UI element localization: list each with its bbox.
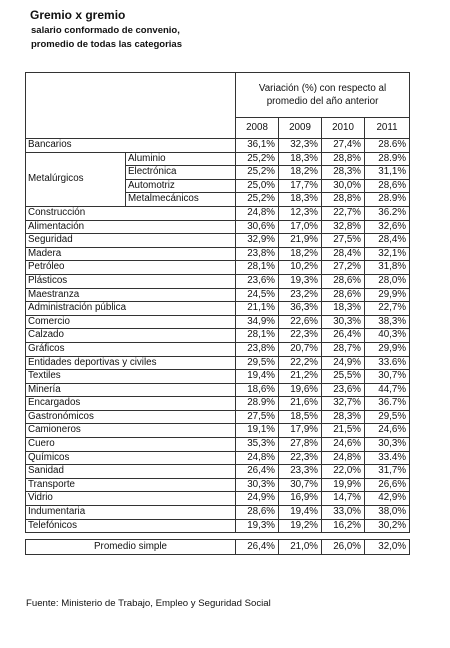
value-cell: 30,2% [365,519,410,533]
value-cell: 19,4% [236,370,279,384]
table-row [26,506,410,520]
value-cell: 32,1% [365,247,410,261]
value-cell: 22,0% [322,465,365,479]
gremio-label: Indumentaria [26,506,236,520]
value-cell: 21,2% [279,370,322,384]
gremio-label: Comercio [26,315,236,329]
value-cell: 25,2% [236,193,279,207]
gremio-label: Maestranza [26,288,236,302]
value-cell: 28,6% [322,288,365,302]
value-cell: 24,8% [236,451,279,465]
value-cell: 28,1% [236,329,279,343]
table-row [26,438,410,452]
value-cell: 31,7% [365,465,410,479]
gremio-label: Petróleo [26,261,236,275]
table-row [26,274,410,288]
value-cell: 32,9% [236,234,279,248]
value-cell: 26,4% [322,329,365,343]
variation-header: Variación (%) con respecto al promedio del año anterior [236,73,410,118]
table-row [26,220,410,234]
value-cell: 21,5% [322,424,365,438]
value-cell: 35,3% [236,438,279,452]
value-cell: 19,3% [279,274,322,288]
value-cell: 40,3% [365,329,410,343]
header-empty-cell [26,73,236,139]
gremio-label: Minería [26,383,236,397]
gremio-label: Seguridad [26,234,236,248]
table-row [26,451,410,465]
table-row [26,288,410,302]
gremio-label: Metalúrgicos [26,152,126,206]
table-row [26,329,410,343]
average-value: 21,0% [279,540,322,555]
table-row [26,478,410,492]
value-cell: 20,7% [279,342,322,356]
table-row [26,234,410,248]
value-cell: 24,6% [365,424,410,438]
value-cell: 23,6% [322,383,365,397]
value-cell: 32,7% [322,397,365,411]
table-row [26,492,410,506]
table-row [26,356,410,370]
value-cell: 27,5% [322,234,365,248]
value-cell: 28.9% [236,397,279,411]
value-cell: 18,3% [322,302,365,316]
value-cell: 30,3% [322,315,365,329]
value-cell: 19,6% [279,383,322,397]
gremio-label: Administración pública [26,302,236,316]
value-cell: 23,6% [236,274,279,288]
value-cell: 28.9% [365,193,410,207]
value-cell: 24,8% [322,451,365,465]
average-value: 26,4% [236,540,279,555]
value-cell: 42,9% [365,492,410,506]
value-cell: 29,9% [365,342,410,356]
value-cell: 34,9% [236,315,279,329]
source-note: Fuente: Ministerio de Trabajo, Empleo y Seguridad Social [26,598,271,609]
value-cell: 25,0% [236,179,279,193]
table-row [26,315,410,329]
gremio-label: Vidrio [26,492,236,506]
table-row [26,139,410,153]
value-cell: 19,1% [236,424,279,438]
value-cell: 25,2% [236,166,279,180]
value-cell: 24,5% [236,288,279,302]
value-cell: 18,6% [236,383,279,397]
value-cell: 28,8% [322,193,365,207]
value-cell: 29,5% [236,356,279,370]
value-cell: 27,5% [236,410,279,424]
value-cell: 22,6% [279,315,322,329]
value-cell: 19,9% [322,478,365,492]
value-cell: 30,7% [279,478,322,492]
value-cell: 38,0% [365,506,410,520]
value-cell: 27,4% [322,139,365,153]
value-cell: 36,3% [279,302,322,316]
gremio-label: Entidades deportivas y civiles [26,356,236,370]
gremio-label: Transporte [26,478,236,492]
value-cell: 29,5% [365,410,410,424]
value-cell: 14,7% [322,492,365,506]
value-cell: 30,0% [322,179,365,193]
value-cell: 29,9% [365,288,410,302]
value-cell: 36.2% [365,206,410,220]
value-cell: 31,1% [365,166,410,180]
value-cell: 44,7% [365,383,410,397]
value-cell: 10,2% [279,261,322,275]
value-cell: 22,2% [279,356,322,370]
value-cell: 26,4% [236,465,279,479]
value-cell: 33,0% [322,506,365,520]
table-row [26,206,410,220]
value-cell: 30,3% [365,438,410,452]
value-cell: 24,9% [236,492,279,506]
table-row [26,302,410,316]
year-header: 2011 [365,118,410,139]
value-cell: 28,6% [365,179,410,193]
value-cell: 27,8% [279,438,322,452]
value-cell: 22,7% [322,206,365,220]
value-cell: 24,8% [236,206,279,220]
value-cell: 21,6% [279,397,322,411]
table-row [26,397,410,411]
table-row [26,424,410,438]
gremio-label: Telefónicos [26,519,236,533]
gremio-label: Bancarios [26,139,236,153]
value-cell: 16,2% [322,519,365,533]
value-cell: 18,3% [279,152,322,166]
value-cell: 28,4% [322,247,365,261]
sector-label: Metalmecánicos [126,193,236,207]
value-cell: 28,6% [322,274,365,288]
value-cell: 30,3% [236,478,279,492]
value-cell: 21,9% [279,234,322,248]
value-cell: 25,2% [236,152,279,166]
average-label: Promedio simple [26,540,236,555]
value-cell: 32,6% [365,220,410,234]
value-cell: 22,7% [365,302,410,316]
value-cell: 38,3% [365,315,410,329]
value-cell: 16,9% [279,492,322,506]
table-spacer [26,533,410,540]
value-cell: 32,3% [279,139,322,153]
value-cell: 28,1% [236,261,279,275]
value-cell: 28.6% [365,139,410,153]
value-cell: 27,2% [322,261,365,275]
value-cell: 18,2% [279,247,322,261]
value-cell: 31,8% [365,261,410,275]
gremio-label: Alimentación [26,220,236,234]
gremio-label: Textiles [26,370,236,384]
value-cell: 30,6% [236,220,279,234]
value-cell: 18,5% [279,410,322,424]
table-row [26,247,410,261]
average-row [26,540,410,555]
value-cell: 23,8% [236,247,279,261]
table-row [26,410,410,424]
year-header: 2009 [279,118,322,139]
value-cell: 21,1% [236,302,279,316]
gremio-label: Gráficos [26,342,236,356]
value-cell: 12,3% [279,206,322,220]
value-cell: 23,8% [236,342,279,356]
gremio-label: Madera [26,247,236,261]
subtitle-line-2: promedio de todas las categorias [31,39,182,50]
gremio-label: Químicos [26,451,236,465]
gremio-label: Plásticos [26,274,236,288]
sector-label: Electrónica [126,166,236,180]
year-header: 2010 [322,118,365,139]
value-cell: 25,5% [322,370,365,384]
value-cell: 28,0% [365,274,410,288]
value-cell: 17,0% [279,220,322,234]
value-cell: 19,4% [279,506,322,520]
value-cell: 30,7% [365,370,410,384]
gremio-label: Sanidad [26,465,236,479]
value-cell: 24,9% [322,356,365,370]
value-cell: 18,2% [279,166,322,180]
sector-label: Automotriz [126,179,236,193]
value-cell: 36.7% [365,397,410,411]
value-cell: 28.9% [365,152,410,166]
table-row [26,152,410,166]
gremio-label: Gastronómicos [26,410,236,424]
value-cell: 33.4% [365,451,410,465]
gremio-label: Camioneros [26,424,236,438]
table-row [26,261,410,275]
value-cell: 17,7% [279,179,322,193]
year-header: 2008 [236,118,279,139]
sector-label: Aluminio [126,152,236,166]
value-cell: 28,4% [365,234,410,248]
spacer-cell [26,533,410,540]
table-row [26,370,410,384]
value-cell: 26,6% [365,478,410,492]
value-cell: 18,3% [279,193,322,207]
table-row [26,465,410,479]
value-cell: 19,2% [279,519,322,533]
value-cell: 32,8% [322,220,365,234]
value-cell: 17,9% [279,424,322,438]
value-cell: 33.6% [365,356,410,370]
page-title: Gremio x gremio [30,8,126,22]
value-cell: 19,3% [236,519,279,533]
average-value: 26,0% [322,540,365,555]
value-cell: 28,6% [236,506,279,520]
wage-variation-table [25,72,410,555]
value-cell: 22,3% [279,329,322,343]
table-row [26,519,410,533]
value-cell: 24,6% [322,438,365,452]
value-cell: 28,8% [322,152,365,166]
value-cell: 23,3% [279,465,322,479]
table-row [26,383,410,397]
gremio-label: Encargados [26,397,236,411]
table-row [26,342,410,356]
subtitle-line-1: salario conformado de convenio, [31,25,180,36]
value-cell: 22,3% [279,451,322,465]
value-cell: 28,3% [322,410,365,424]
value-cell: 23,2% [279,288,322,302]
value-cell: 28,7% [322,342,365,356]
gremio-label: Cuero [26,438,236,452]
value-cell: 28,3% [322,166,365,180]
gremio-label: Calzado [26,329,236,343]
average-value: 32,0% [365,540,410,555]
gremio-label: Construcción [26,206,236,220]
value-cell: 36,1% [236,139,279,153]
